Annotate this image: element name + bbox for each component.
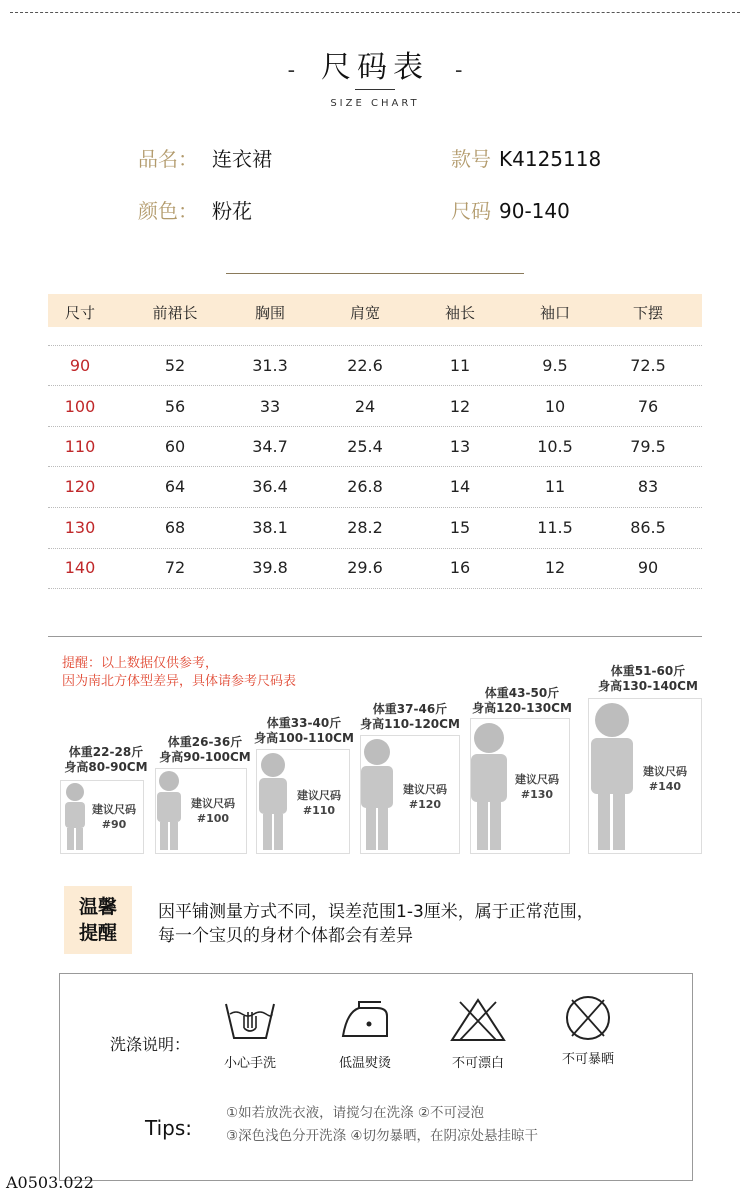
section-divider: [226, 273, 524, 274]
cell: 31.3: [252, 356, 288, 375]
kid-weight: 体重22-28斤: [68, 745, 144, 759]
kid-suggestion: 建议尺码 #140: [643, 765, 687, 793]
style-number-row: [451, 143, 601, 172]
reminder-line: 提醒：以上数据仅供参考，: [62, 656, 219, 671]
tip-line: ③深色浅色分开洗涤 ④切勿暴晒，在阴凉处悬挂晾干: [226, 1128, 538, 1144]
kid-stats: [56, 745, 156, 775]
kid-stats: [592, 664, 704, 694]
style-number-value: K4125118: [499, 147, 602, 171]
cell: 25.4: [347, 437, 383, 456]
header-sleeve-length: 袖长: [444, 305, 475, 322]
kid-height: 身高130-140CM: [598, 679, 698, 693]
no-bleach-icon: [450, 998, 506, 1042]
cell: 15: [449, 518, 471, 537]
care-item: [548, 994, 628, 1067]
cell: 11: [449, 356, 471, 375]
row-divider: [48, 507, 702, 508]
kid-height: 身高90-100CM: [159, 750, 251, 764]
header-cuff: 袖口: [539, 305, 570, 322]
care-caption: 低温熨烫: [338, 1056, 391, 1071]
row-divider: [48, 385, 702, 386]
cell-size: 140: [64, 558, 96, 577]
wash-instructions-label: 洗涤说明：: [110, 1035, 191, 1054]
row-divider: [48, 426, 702, 427]
kid-height: 身高110-120CM: [360, 717, 460, 731]
cell: 76: [637, 397, 659, 416]
color-value: 粉花: [212, 199, 252, 223]
cell: 86.5: [630, 518, 666, 537]
section-divider: [48, 636, 702, 637]
kid-weight: 体重51-60斤: [610, 664, 686, 678]
row-divider: [48, 345, 702, 346]
warm-reminder-tag: 温馨 提醒: [64, 886, 132, 954]
cell-size: 120: [64, 477, 96, 496]
kid-suggestion: 建议尺码 #110: [297, 789, 341, 817]
cell: 22.6: [347, 356, 383, 375]
header-shoulder: 肩宽: [349, 305, 380, 322]
kid-height: 身高80-90CM: [64, 760, 148, 774]
product-name-label: 品名：: [138, 147, 198, 171]
product-name-row: [138, 143, 272, 172]
cell: 56: [164, 397, 186, 416]
cell: 14: [449, 477, 471, 496]
child-silhouette-icon: [254, 752, 292, 852]
color-row: [138, 195, 252, 224]
cell: 26.8: [347, 477, 383, 496]
cell: 72.5: [630, 356, 666, 375]
cell: 12: [449, 397, 471, 416]
cell: 90: [637, 558, 659, 577]
kid-height: 身高120-130CM: [472, 701, 572, 715]
size-range-value: 90-140: [499, 199, 570, 223]
cell: 39.8: [252, 558, 288, 577]
care-item: [325, 998, 405, 1071]
cell: 12: [544, 558, 566, 577]
cell: 60: [164, 437, 186, 456]
cell: 11: [544, 477, 566, 496]
kid-stats: [462, 686, 582, 716]
cell: 33: [259, 397, 281, 416]
color-label: 颜色：: [138, 199, 198, 223]
header-size: 尺寸: [64, 305, 95, 322]
title-text: 尺码表: [321, 50, 429, 85]
warm-reminder-text: 因平铺测量方式不同，误差范围1-3厘米，属于正常范围， 每一个宝贝的身材个体都会有差异: [158, 902, 594, 946]
cell: 16: [449, 558, 471, 577]
kid-weight: 体重43-50斤: [484, 686, 560, 700]
cell: 34.7: [252, 437, 288, 456]
cell-size: 130: [64, 518, 96, 537]
cell: 29.6: [347, 558, 383, 577]
top-dashed-divider: [10, 12, 740, 13]
product-code: A0503.022: [6, 1173, 94, 1192]
page-subtitle: SIZE CHART: [330, 98, 420, 109]
cell: 79.5: [630, 437, 666, 456]
reminder-note: [62, 655, 296, 691]
title-dash-right: -: [455, 58, 463, 83]
low-iron-icon: [337, 998, 393, 1042]
cell: 72: [164, 558, 186, 577]
cell: 10: [544, 397, 566, 416]
reminder-line: 因为南北方体型差异，具体请参考尺码表: [62, 674, 297, 689]
row-divider: [48, 466, 702, 467]
style-number-label: 款号: [451, 147, 491, 171]
cell-size: 90: [69, 356, 91, 375]
title-dash-left: -: [287, 58, 295, 83]
row-divider: [48, 588, 702, 589]
row-divider: [48, 548, 702, 549]
child-silhouette-icon: [356, 738, 398, 852]
tips-text: [226, 1102, 538, 1148]
cell: 13: [449, 437, 471, 456]
size-range-label: 尺码: [451, 199, 491, 223]
cell: 28.2: [347, 518, 383, 537]
kid-weight: 体重26-36斤: [167, 735, 243, 749]
size-range-row: [451, 195, 570, 224]
page-title: [0, 42, 750, 86]
cell-size: 110: [64, 437, 96, 456]
no-tumble-dry-icon: [560, 994, 616, 1042]
kid-suggestion: 建议尺码 #130: [515, 773, 559, 801]
cell: 36.4: [252, 477, 288, 496]
kid-weight: 体重37-46斤: [372, 702, 448, 716]
hand-wash-icon: [222, 998, 278, 1042]
kid-stats: [244, 716, 364, 746]
cell: 64: [164, 477, 186, 496]
kid-stats: [350, 702, 470, 732]
care-caption: 小心手洗: [223, 1056, 276, 1071]
cell: 11.5: [537, 518, 573, 537]
cell-size: 100: [64, 397, 96, 416]
cell: 52: [164, 356, 186, 375]
header-hem: 下摆: [632, 305, 663, 322]
header-front-length: 前裙长: [152, 305, 198, 322]
tip-line: ①如若放洗衣液，请搅匀在洗涤 ②不可浸泡: [226, 1105, 484, 1121]
kid-suggestion: 建议尺码 #90: [92, 803, 136, 831]
child-silhouette-icon: [152, 770, 186, 852]
cell: 9.5: [542, 356, 568, 375]
care-item: [438, 998, 518, 1071]
cell: 38.1: [252, 518, 288, 537]
tips-label: Tips:: [145, 1116, 193, 1140]
kid-height: 身高100-110CM: [254, 731, 354, 745]
title-underline: [355, 89, 395, 90]
cell: 83: [637, 477, 659, 496]
kid-suggestion: 建议尺码 #120: [403, 783, 447, 811]
cell: 24: [354, 397, 376, 416]
product-name-value: 连衣裙: [212, 147, 272, 171]
cell: 10.5: [537, 437, 573, 456]
care-caption: 不可暴晒: [561, 1052, 614, 1067]
care-caption: 不可漂白: [451, 1056, 504, 1071]
cell: 68: [164, 518, 186, 537]
kid-weight: 体重33-40斤: [266, 716, 342, 730]
header-chest: 胸围: [254, 305, 285, 322]
care-item: [210, 998, 290, 1071]
child-silhouette-icon: [586, 702, 638, 852]
kid-suggestion: 建议尺码 #100: [191, 797, 235, 825]
